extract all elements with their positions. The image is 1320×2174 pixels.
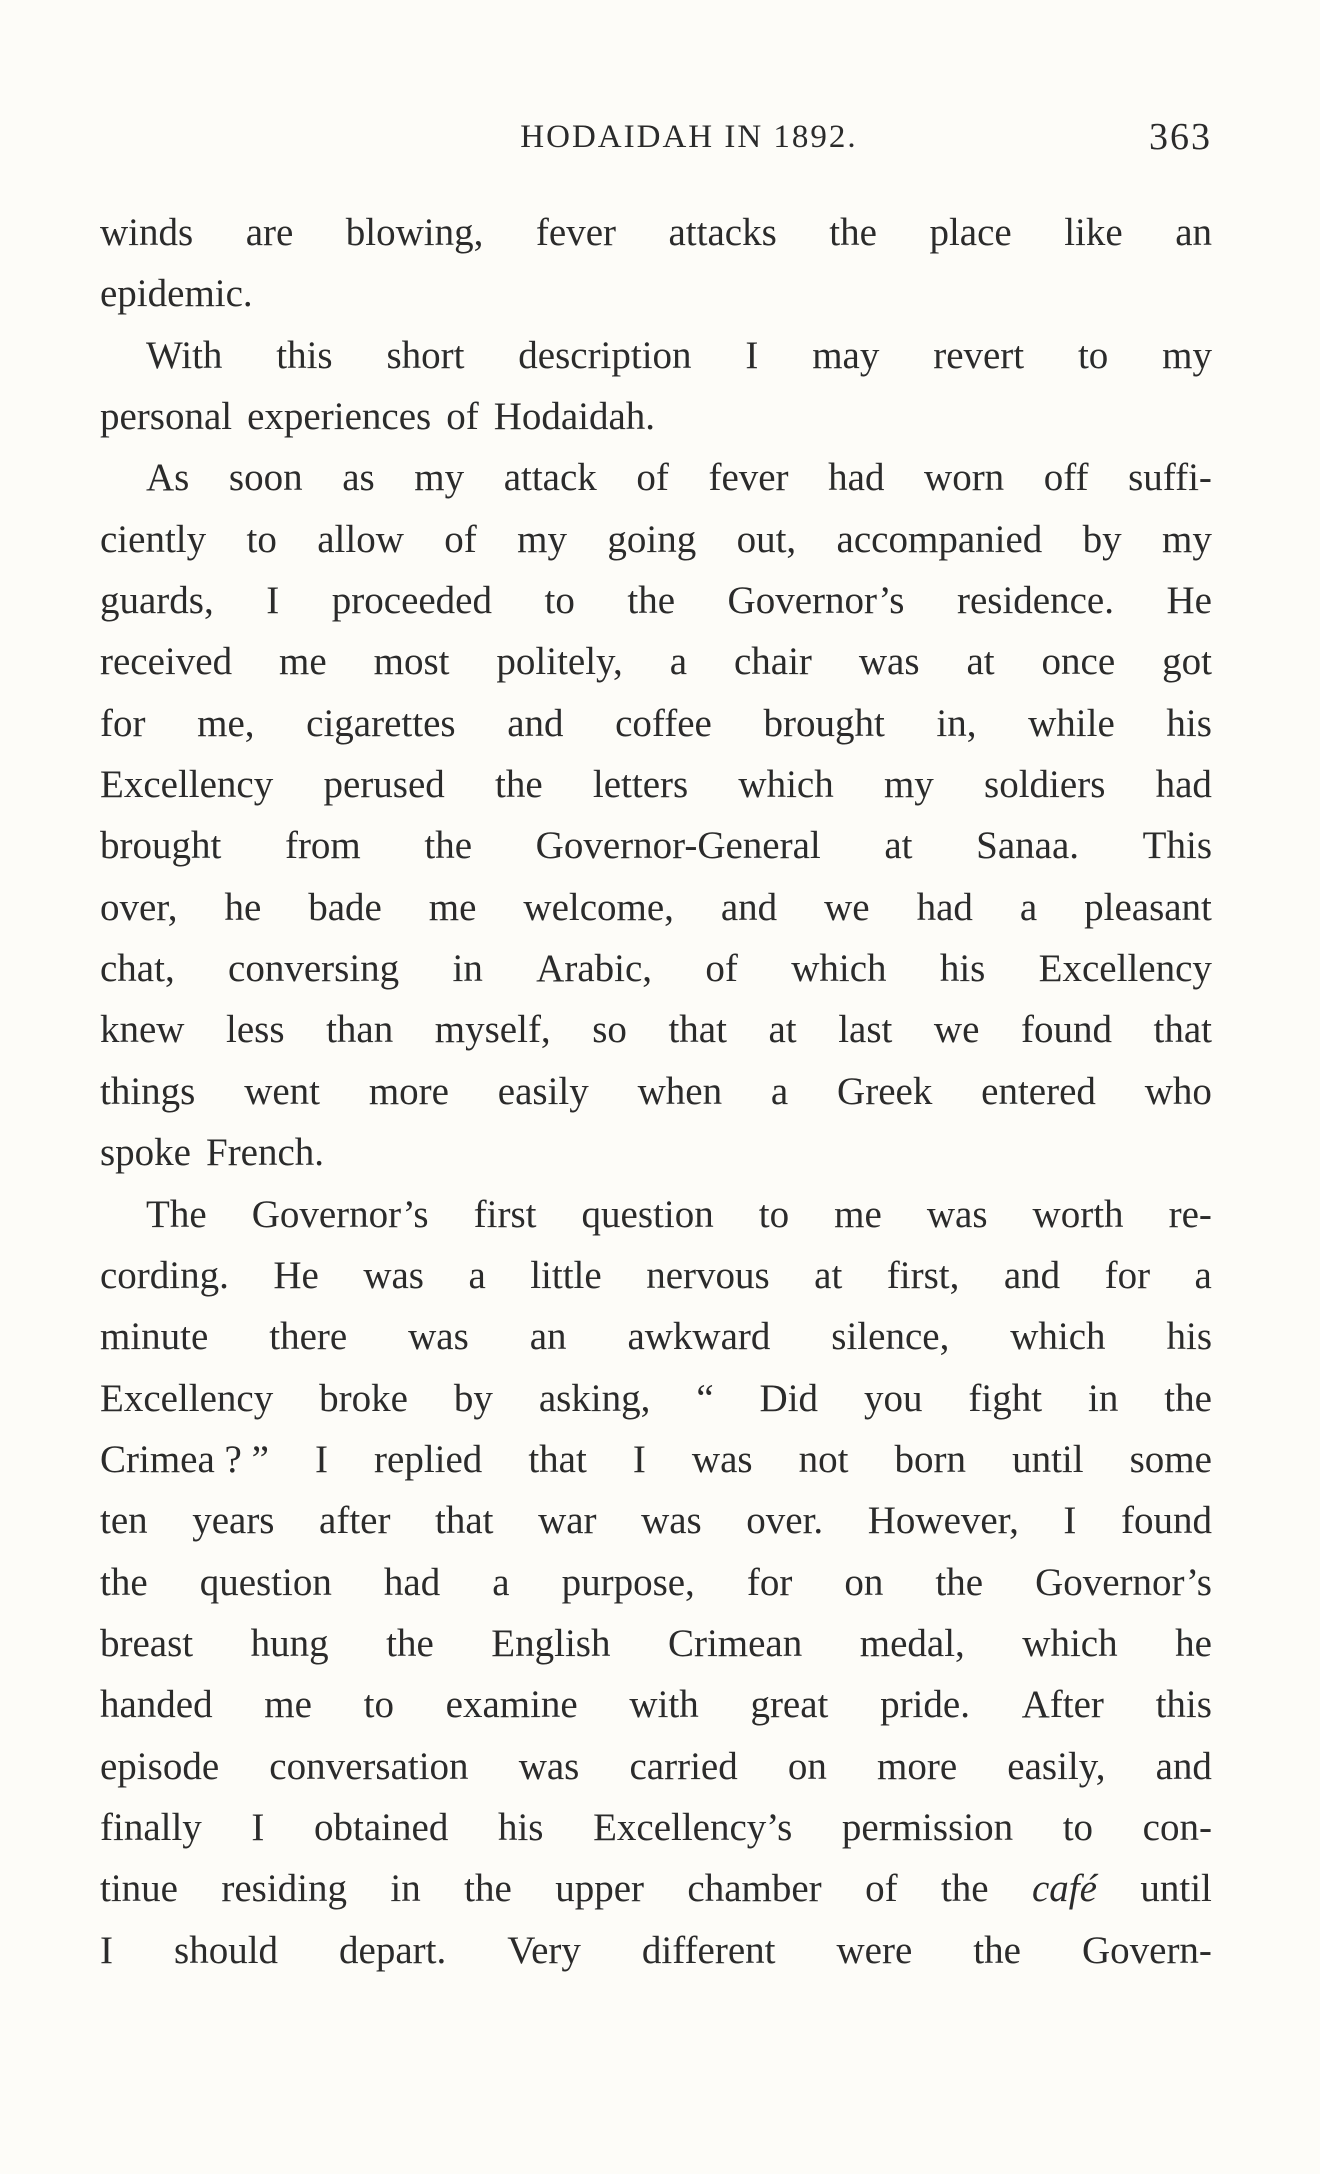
word: Governor-General [535,824,821,868]
word: should [174,1928,279,1972]
text-line [100,386,1212,447]
word: a [669,640,688,684]
word: The [146,1192,207,1236]
word: soldiers [984,763,1106,807]
word: for [100,701,146,745]
word: spoke [100,1131,191,1175]
page-number: 363 [1149,116,1212,158]
word: in [390,1867,421,1911]
word: at [884,824,913,868]
word: that [435,1499,494,1543]
word: blowing, [345,211,484,254]
word: was [518,1744,580,1788]
word: hung [250,1621,329,1665]
word: my [1162,517,1212,561]
word: a [1019,885,1038,929]
word: I [745,333,759,377]
word: perused [323,763,445,807]
word: Arabic, [536,947,653,991]
word: chair [733,640,812,684]
word: letters [592,763,689,807]
word: to [758,1192,790,1236]
text-line [100,1552,1212,1613]
word: after [319,1499,391,1543]
word: you [863,1376,923,1420]
word: question [199,1560,332,1604]
word: soon [228,456,303,500]
word: his [1166,701,1212,745]
word: that [528,1437,587,1481]
word: different [641,1928,776,1972]
word: may [812,333,880,377]
word: knew [100,1008,185,1052]
word: off [1043,456,1089,500]
word: Did [759,1376,819,1420]
word: was [641,1499,702,1543]
word: great [750,1683,829,1727]
word: out, [736,517,797,561]
word: more [877,1744,958,1788]
word: in [452,947,483,991]
text-line [100,1920,1212,1981]
word: going [607,517,697,561]
word: accompanied [836,517,1043,561]
word: pleasant [1084,885,1212,929]
word: minute [100,1315,209,1359]
word: worn [924,456,1005,500]
word: He [273,1253,319,1297]
word: and [720,885,778,929]
word: Govern- [1081,1928,1212,1972]
word: a [492,1560,510,1604]
word: permission [841,1805,1014,1849]
word: his [1166,1315,1212,1359]
text-line [100,1184,1212,1245]
word: the [627,579,676,623]
word: than [326,1008,394,1052]
word: over. [746,1499,824,1543]
word: had [916,885,973,929]
word: his [497,1805,544,1849]
word: of [705,947,738,991]
word: with [629,1683,699,1727]
word: of [446,395,479,439]
word: carried [629,1744,738,1788]
word: my [1162,333,1212,377]
word: ten [100,1499,148,1543]
word: which [738,763,834,807]
word: asking, [538,1376,651,1420]
word: pride. [880,1683,970,1727]
text-line [100,1429,1212,1490]
word: I [314,1437,328,1481]
word: worth [1032,1192,1124,1236]
word: from [284,824,361,868]
word: in [1087,1376,1119,1420]
word: on [787,1744,827,1788]
word: and [507,701,564,745]
text-line [100,1490,1212,1551]
word: fight [968,1376,1043,1420]
word: Governor’s [727,579,905,623]
word: ciently [100,517,207,561]
word: re- [1168,1192,1212,1236]
word: finally [100,1805,202,1849]
word: short [386,333,465,377]
word: that [1153,1008,1212,1052]
word: awkward [627,1315,771,1359]
word: on [844,1560,884,1604]
text-line [100,693,1212,754]
word: I [100,1928,113,1972]
word: fever [708,456,789,500]
running-head [100,112,1212,162]
word: attack [503,456,597,500]
word: some [1129,1437,1212,1481]
word: to [363,1683,394,1727]
word: in, [936,701,977,745]
word: he [224,885,262,929]
word: the [495,763,543,807]
word: description [518,333,692,377]
text-line [100,325,1212,386]
word: After [1021,1683,1104,1727]
word: the [1164,1376,1212,1420]
word: this [276,333,333,377]
word: me [428,885,477,929]
word: of [444,517,477,561]
text-line [100,999,1212,1060]
word: fever [535,211,616,254]
word: examine [445,1683,578,1727]
word: so [592,1008,627,1052]
word: to [1062,1805,1094,1849]
word: Excellency [100,763,274,807]
text-line [100,631,1212,692]
word: allow [317,517,404,561]
word: Governor’s [1035,1560,1212,1604]
word: purpose, [561,1560,695,1604]
word: this [1155,1683,1212,1727]
word: and [1155,1744,1212,1788]
text-line [100,263,1212,324]
word: brought [100,824,222,868]
word: silence, [831,1315,950,1359]
text-line [100,815,1212,876]
word: until [1012,1437,1084,1481]
word: like [1064,211,1123,254]
word: was [363,1253,424,1297]
word: found [1020,1008,1112,1052]
word: the [940,1867,989,1911]
word: I [632,1437,646,1481]
word: to [246,517,277,561]
text-line [100,509,1212,570]
word: little [530,1253,602,1297]
word: the [829,211,877,254]
word: at [966,640,995,684]
word: politely, [496,640,623,684]
word: Hodaidah. [493,395,656,439]
word: more [368,1069,449,1113]
text-line [100,570,1212,631]
word: born [894,1437,967,1481]
word: This [1142,824,1212,868]
word: replied [374,1437,483,1481]
word: less [226,1008,285,1052]
word: me [264,1683,312,1727]
word: had [1155,763,1212,807]
word: my [883,763,934,807]
word: who [1144,1069,1212,1113]
word: Excellency [1038,947,1212,991]
word: suffi- [1128,456,1212,500]
word: first [473,1192,537,1236]
word: an [529,1315,567,1359]
word: guards, [100,579,214,623]
word: had [828,456,885,500]
word: Crimean [667,1621,803,1665]
word: Excellency’s [593,1805,793,1849]
text-line [100,1736,1212,1797]
text-line [100,1306,1212,1367]
word: café [1032,1867,1097,1911]
word: until [1140,1867,1212,1911]
word: my [517,517,567,561]
text-line [100,1797,1212,1858]
text-line [100,1674,1212,1735]
word: myself, [434,1008,551,1052]
word: However, [867,1499,1019,1543]
word: a [468,1253,486,1297]
word: the [973,1928,1021,1972]
body-text [100,202,1212,1981]
word: war [538,1499,597,1543]
word: an [1175,211,1212,254]
word: residence. [956,579,1114,623]
word: brought [763,701,885,745]
word: the [100,1560,148,1604]
word: to [544,579,575,623]
word: tinue [100,1867,178,1911]
word: personal [100,395,233,439]
word: he [1175,1621,1212,1665]
word: we [824,885,870,929]
word: I [251,1805,265,1849]
text-line [100,1858,1212,1919]
word: when [637,1069,723,1113]
word: received [100,640,233,684]
word: Crimea ? ” [100,1437,269,1481]
word: the [464,1867,512,1911]
word: over, [100,885,178,929]
word: I [266,579,280,623]
word: are [245,211,294,254]
word: me [279,640,327,684]
word: welcome, [523,885,674,929]
word: French. [206,1131,325,1175]
word: upper [555,1867,645,1911]
word: experiences [247,395,432,439]
word: was [691,1437,753,1481]
word: Governor’s [251,1192,429,1236]
word: years [192,1499,275,1543]
word: con- [1142,1805,1212,1849]
word: cording. [100,1253,229,1297]
word: broke [319,1376,408,1420]
word: while [1028,701,1115,745]
word: Excellency [100,1376,274,1420]
running-title: HODAIDAH IN 1892. [520,119,858,155]
word: Greek [837,1069,933,1113]
word: medal, [859,1621,965,1665]
word: “ [696,1376,714,1420]
word: cigarettes [306,701,456,745]
word: last [838,1008,893,1052]
text-line [100,1061,1212,1122]
word: easily, [1007,1744,1106,1788]
word: of [636,456,669,500]
word: Very [507,1928,581,1972]
word: at [768,1008,797,1052]
word: by [453,1376,493,1420]
word: depart. [339,1928,447,1972]
word: episode [100,1744,220,1788]
text-line [100,1122,1212,1183]
word: winds [100,211,194,254]
word: the [386,1621,434,1665]
text-line [100,754,1212,815]
word: not [798,1437,849,1481]
word: as [342,456,375,500]
word: easily [497,1069,589,1113]
word: As [146,456,190,500]
word: me [834,1192,882,1236]
word: and [1003,1253,1061,1297]
word: I [1063,1499,1077,1543]
text-line [100,447,1212,508]
word: his [939,947,986,991]
word: things [100,1069,196,1113]
word: which [1022,1621,1118,1665]
word: of [865,1867,898,1911]
word: residing [221,1867,348,1911]
word: at [814,1253,843,1297]
word: place [929,211,1012,254]
word: entered [981,1069,1096,1113]
text-line [100,877,1212,938]
word: most [373,640,450,684]
text-line [100,202,1212,263]
word: which [1010,1315,1106,1359]
word: a [1194,1253,1212,1297]
word: conversing [228,947,400,991]
word: there [269,1315,348,1359]
word: which [791,947,887,991]
word: first, [886,1253,960,1297]
word: handed [100,1683,213,1727]
word: proceeded [331,579,492,623]
word: chat, [100,947,175,991]
word: for [1104,1253,1151,1297]
word: to [1077,333,1109,377]
word: the [935,1560,984,1604]
word: went [244,1069,320,1113]
word: a [770,1069,789,1113]
text-line [100,1368,1212,1429]
word: English [491,1621,611,1665]
word: that [668,1008,727,1052]
word: my [414,456,465,500]
word: bade [308,885,382,929]
word: breast [100,1621,194,1665]
word: obtained [314,1805,449,1849]
word: question [581,1192,714,1236]
word: we [933,1008,980,1052]
text-line [100,938,1212,999]
word: nervous [646,1253,770,1297]
word: were [836,1928,913,1972]
word: chamber [687,1867,822,1911]
word: found [1120,1499,1212,1543]
word: revert [933,333,1025,377]
word: Sanaa. [976,824,1080,868]
word: the [424,824,473,868]
word: attacks [668,211,777,254]
word: was [408,1315,469,1359]
word: was [858,640,920,684]
word: conversation [269,1744,469,1788]
word: once [1041,640,1116,684]
word: was [926,1192,988,1236]
word: by [1082,517,1122,561]
word: coffee [615,701,712,745]
text-line [100,1613,1212,1674]
word: had [383,1560,441,1604]
word: for [746,1560,793,1604]
word: me, [197,701,255,745]
word: He [1166,579,1212,623]
text-line [100,1245,1212,1306]
word: got [1162,640,1212,684]
word: With [146,333,223,377]
word: epidemic. [100,272,253,316]
